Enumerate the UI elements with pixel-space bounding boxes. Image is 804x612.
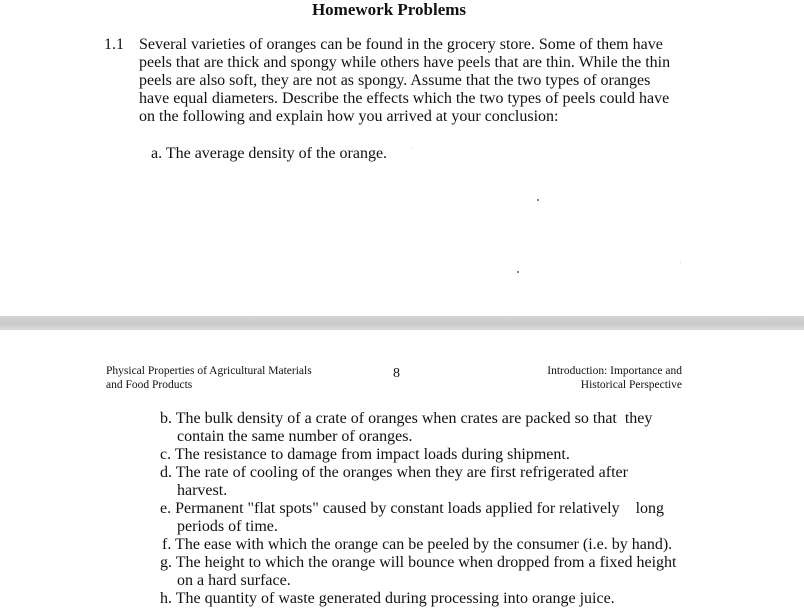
problem-items-list [160,410,720,608]
scan-speck [517,271,519,273]
problem-line: Several varieties of oranges can be found in the grocery store. Some of them have [139,36,663,53]
running-header-right [532,364,682,392]
problem-line: have equal diameters. Describe the effects which the two types of peels could have [139,90,670,107]
book-title-line: Physical Properties of Agricultural Materials [106,365,312,377]
problem-statement [139,36,679,126]
list-item: b. The bulk density of a crate of oranges when crates are packed so that they [160,410,653,427]
chapter-title-line: Introduction: Importance and [547,365,682,377]
problem-number: 1.1 [104,36,124,53]
problem-line: peels are also soft, they are not as spongy. Assume that the two types of oranges [139,72,651,89]
scan-speck [680,262,681,263]
scan-speck [412,148,413,149]
list-item: c. The resistance to damage from impact loads during shipment. [160,446,570,463]
list-item: e. Permanent "flat spots" caused by constant loads applied for relatively long [160,500,665,517]
list-item-continuation: contain the same number of oranges. [177,428,413,445]
problem-line: on the following and explain how you arrived at your conclusion: [139,108,559,125]
page-bottom [0,330,804,612]
page-number: 8 [393,366,400,381]
list-item-continuation: periods of time. [177,518,278,535]
scan-speck [537,199,539,201]
problem-item-a: a. The average density of the orange. [151,145,388,162]
page-title: Homework Problems [311,0,467,19]
list-item: f. The ease with which the orange can be peeled by the consumer (i.e. by hand). [162,536,673,553]
chapter-title-line: Historical Perspective [580,379,682,391]
book-title-line: and Food Products [106,379,193,391]
list-item-continuation: harvest. [177,482,228,499]
page-divider [0,316,804,330]
problem-line: peels that are thick and spongy while others have peels that are thin. While the thin [139,54,671,71]
list-item: h. The quantity of waste generated during processing into orange juice. [160,590,615,607]
list-item: g. The height to which the orange will bounce when dropped from a fixed height [160,554,677,571]
list-item-continuation: on a hard surface. [177,572,291,589]
list-item: d. The rate of cooling of the oranges when they are first refrigerated after [160,464,628,481]
running-header-left [106,364,312,392]
